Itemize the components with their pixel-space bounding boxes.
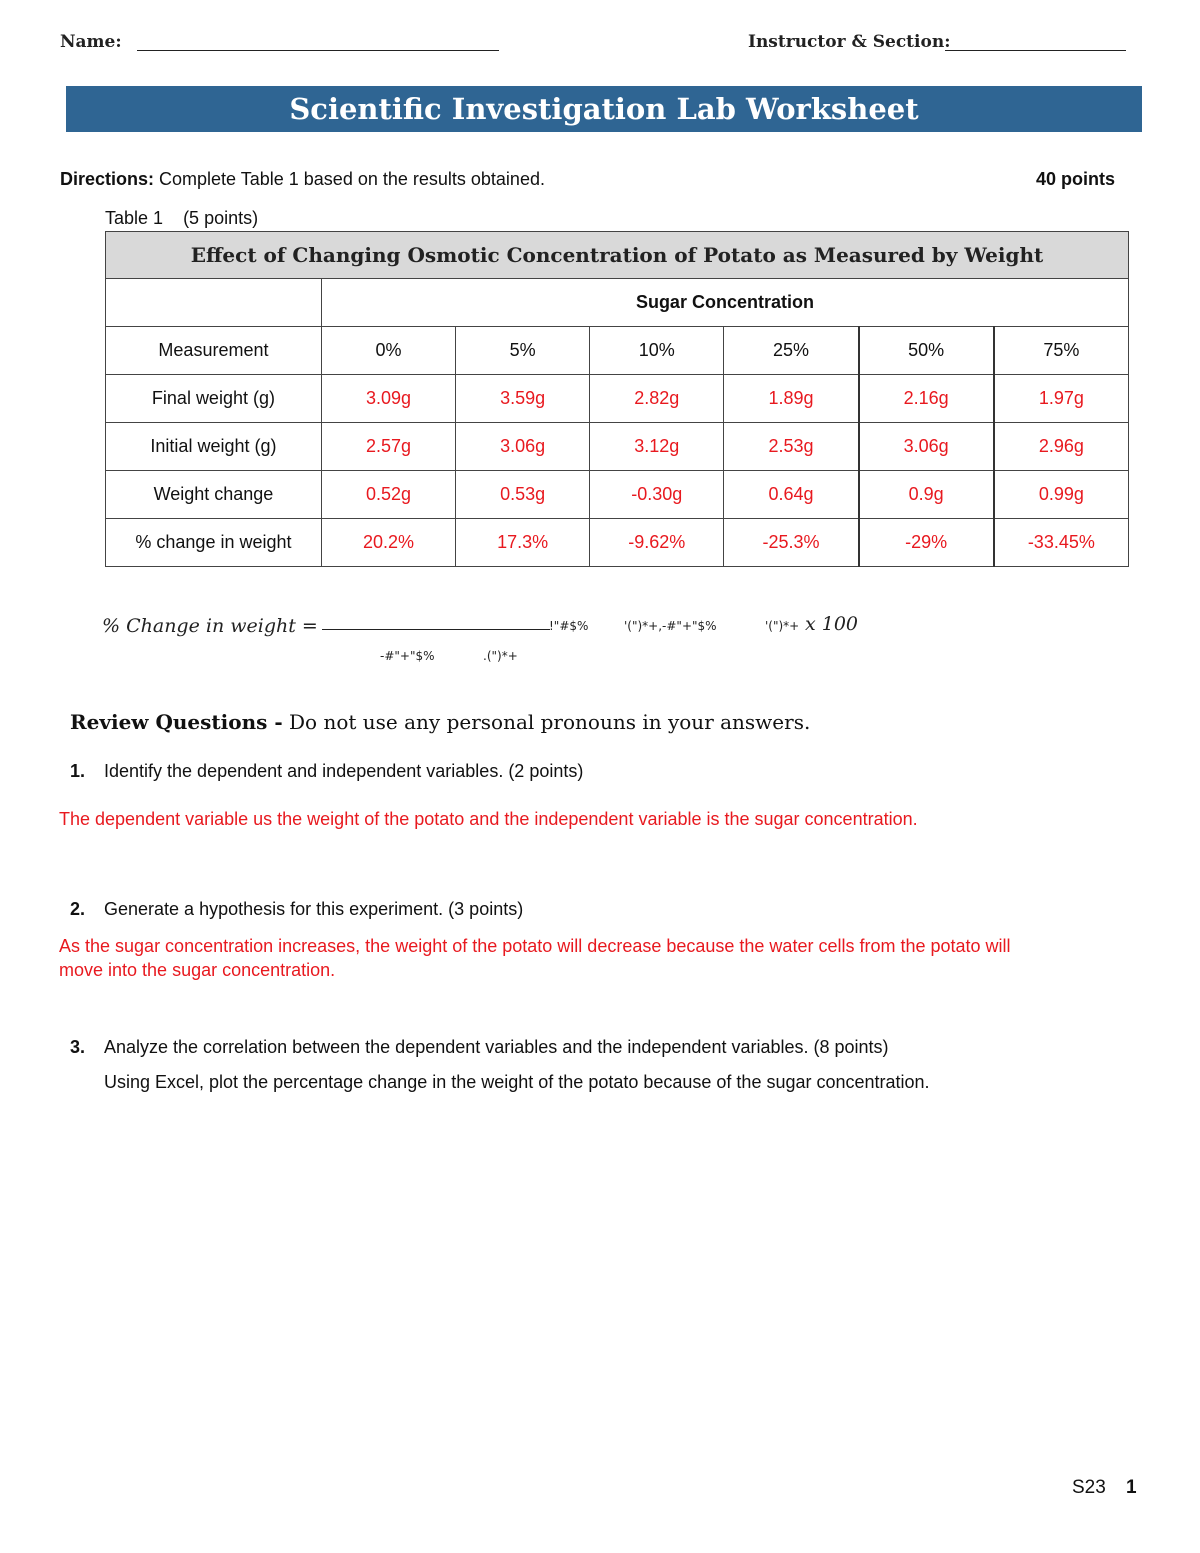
footer-code: S23 <box>1072 1477 1106 1498</box>
row-label: % change in weight <box>106 519 322 567</box>
cell-value: 3.59g <box>456 375 590 423</box>
question-subtext: Using Excel, plot the percentage change in the weight of the potato because of the sugar concentration. <box>104 1072 930 1092</box>
question-number: 2. <box>70 899 86 919</box>
table-title-row <box>106 232 1129 279</box>
total-points: 40 points <box>1036 169 1116 189</box>
table-caption-points: (5 points) <box>183 208 259 228</box>
title-banner <box>66 86 1142 132</box>
cell-value: 2.57g <box>321 423 455 471</box>
review-questions-instruction: Do not use any personal pronouns in your answers. <box>282 710 811 734</box>
column-header: 5% <box>456 327 590 375</box>
row-label: Initial weight (g) <box>106 423 322 471</box>
instructor-section-label: Instructor & Section: <box>748 32 951 52</box>
cell-value: -25.3% <box>724 519 859 567</box>
cell-value: 0.52g <box>321 471 455 519</box>
formula-numerator-b: '(")*+,-#"+"$% <box>624 619 717 633</box>
question-text: Generate a hypothesis for this experiment. (3 points) <box>104 899 524 919</box>
directions-label: Directions: <box>60 169 155 189</box>
column-header-row <box>106 327 1129 375</box>
cell-value: -29% <box>859 519 994 567</box>
table-title: Effect of Changing Osmotic Concentration of Potato as Measured by Weight <box>106 232 1129 279</box>
column-header: 50% <box>859 327 994 375</box>
cell-value: 3.12g <box>590 423 724 471</box>
review-questions-title: Review Questions - <box>70 710 283 734</box>
review-questions-heading <box>70 710 810 734</box>
cell-value: 2.82g <box>590 375 724 423</box>
cell-value: 1.97g <box>994 375 1129 423</box>
cell-value: 0.64g <box>724 471 859 519</box>
cell-value: 2.96g <box>994 423 1129 471</box>
cell-value: 0.9g <box>859 471 994 519</box>
name-label: Name: <box>60 32 122 52</box>
sugar-concentration-header: Sugar Concentration <box>321 279 1128 327</box>
empty-header-cell <box>106 279 322 327</box>
cell-value: 1.89g <box>724 375 859 423</box>
cell-value: 2.16g <box>859 375 994 423</box>
cell-value: -9.62% <box>590 519 724 567</box>
table-caption <box>105 208 258 229</box>
column-header: 75% <box>994 327 1129 375</box>
page-number: 1 <box>1126 1477 1137 1498</box>
name-field-line[interactable] <box>137 50 499 51</box>
answer-text: The dependent variable us the weight of the potato and the independent variable is the sugar concentration. <box>59 809 918 829</box>
question-number: 1. <box>70 761 86 781</box>
cell-value: 3.06g <box>456 423 590 471</box>
question-number: 3. <box>70 1037 86 1057</box>
table-row <box>106 471 1129 519</box>
formula-lhs: % Change in weight = <box>102 615 318 637</box>
column-header: 25% <box>724 327 859 375</box>
question-text: Identify the dependent and independent variables. (2 points) <box>104 761 584 781</box>
cell-value: 0.53g <box>456 471 590 519</box>
question-text: Analyze the correlation between the dependent variables and the independent variables. (8 points) <box>104 1037 889 1057</box>
answer-text: move into the sugar concentration. <box>59 960 336 980</box>
column-header: Measurement <box>106 327 322 375</box>
table-caption-label: Table 1 <box>105 208 164 228</box>
cell-value: -0.30g <box>590 471 724 519</box>
table-row <box>106 519 1129 567</box>
cell-value: 0.99g <box>994 471 1129 519</box>
directions <box>60 169 545 190</box>
table-row <box>106 375 1129 423</box>
row-label: Weight change <box>106 471 322 519</box>
formula-times-100: x 100 <box>805 613 859 635</box>
formula-numerator-c: '(")*+ <box>765 619 800 633</box>
formula-denominator-b: .(")*+ <box>483 649 518 663</box>
cell-value: 3.06g <box>859 423 994 471</box>
formula-denominator-a: -#"+"$% <box>380 649 435 663</box>
table-row <box>106 423 1129 471</box>
table-group-header-row <box>106 279 1129 327</box>
worksheet-title: Scientific Investigation Lab Worksheet <box>289 92 919 126</box>
directions-text: Complete Table 1 based on the results obtained. <box>154 169 545 189</box>
row-label: Final weight (g) <box>106 375 322 423</box>
instructor-section-field-line[interactable] <box>945 50 1126 51</box>
cell-value: 3.09g <box>321 375 455 423</box>
column-header: 10% <box>590 327 724 375</box>
formula-numerator-a: !"#$% <box>549 619 589 633</box>
cell-value: 17.3% <box>456 519 590 567</box>
answer-text: As the sugar concentration increases, the weight of the potato will decrease because the water cells from the potato will <box>59 936 1011 956</box>
fraction-bar <box>322 629 550 630</box>
column-header: 0% <box>321 327 455 375</box>
osmotic-results-table <box>105 231 1129 567</box>
cell-value: 20.2% <box>321 519 455 567</box>
cell-value: 2.53g <box>724 423 859 471</box>
cell-value: -33.45% <box>994 519 1129 567</box>
